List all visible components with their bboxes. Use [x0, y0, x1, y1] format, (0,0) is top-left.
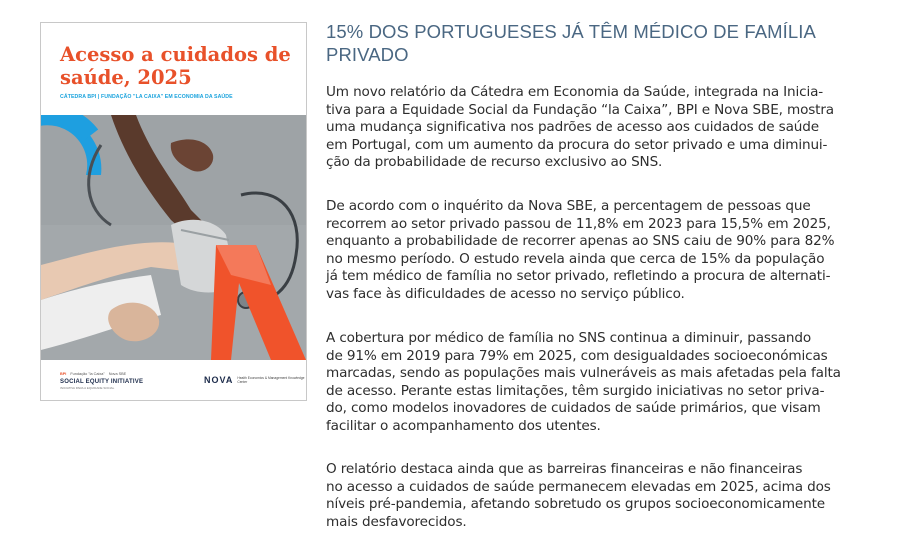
article-paragraph-4: O relatório destaca ainda que as barreiras financeiras e não financeiras no acesso a cuidados de saúde permanecem elevadas em 2025, acima dos níveis pré-pandemia, afetando sobretudo os grupos socioeconomicamente mais desfavorecidos. [326, 461, 831, 530]
partner-logo-group [60, 372, 143, 390]
report-cover[interactable] [40, 22, 307, 401]
article-paragraph-1: Um novo relatório da Cátedra em Economia da Saúde, integrada na Inicia- tiva para a Equidade Social da Fundação “la Caixa”, BPI e Nova SBE, mostra uma mudança significativa nos padrões de acesso aos cuidados de saúde em Portugal, com um aumento da procura do setor privado e uma diminui- ção da probabilidade de recurso exclusivo ao SNS. [326, 84, 834, 170]
article-paragraph-2: De acordo com o inquérito da Nova SBE, a percentagem de pessoas que recorrem ao setor privado passou de 11,8% em 2023 para 15,5% em 2025, enquanto a probabilidade de recorrer apenas ao SNS caiu de 90% para 82% no mesmo período. O estudo revela ainda que cerca de 15% da população já tem médico de família no setor privado, refletindo a procura de alternati- vas face às dificuldades de acesso no serviço público. [326, 198, 835, 302]
nova-unit-label: Health Economics & Management Knowledge Center [237, 376, 305, 384]
social-equity-initiative-sub: INICIATIVA PARA A EQUIDADE SOCIAL [60, 386, 115, 390]
fundacao-la-caixa-logo: Fundação "la Caixa" [70, 372, 105, 376]
article [326, 20, 866, 530]
nova-logo: NOVA [204, 375, 234, 385]
partner-logos [60, 372, 143, 376]
nova-sbe-logo: Nova SBE [108, 372, 127, 376]
cover-footer [41, 360, 306, 400]
article-headline: 15% DOS PORTUGUESES JÁ TÊM MÉDICO DE FAMÍLIA PRIVADO [326, 21, 816, 65]
cover-photo [41, 115, 306, 360]
bpi-logo: BPI [60, 372, 67, 376]
cover-subtitle: CÁTEDRA BPI | FUNDAÇÃO "LA CAIXA" EM ECONOMIA DA SAÚDE [60, 94, 233, 100]
article-paragraph-3: A cobertura por médico de família no SNS continua a diminuir, passando de 91% em 2019 para 79% em 2025, com desigualdades socioeconómicas marcadas, sendo as populações mais vulneráveis as mais afetadas pela falta de acesso. Perante estas limitações, têm surgido iniciativas no setor priva- do, como modelos inovadores de cuidados de saúde primários, que visam facilitar o acompanhamento dos utentes. [326, 330, 841, 434]
social-equity-initiative-logo: SOCIAL EQUITY INITIATIVE [60, 379, 144, 385]
nova-logo-group [204, 375, 307, 385]
cover-title: Acesso a cuidados de saúde, 2025 [60, 43, 291, 89]
